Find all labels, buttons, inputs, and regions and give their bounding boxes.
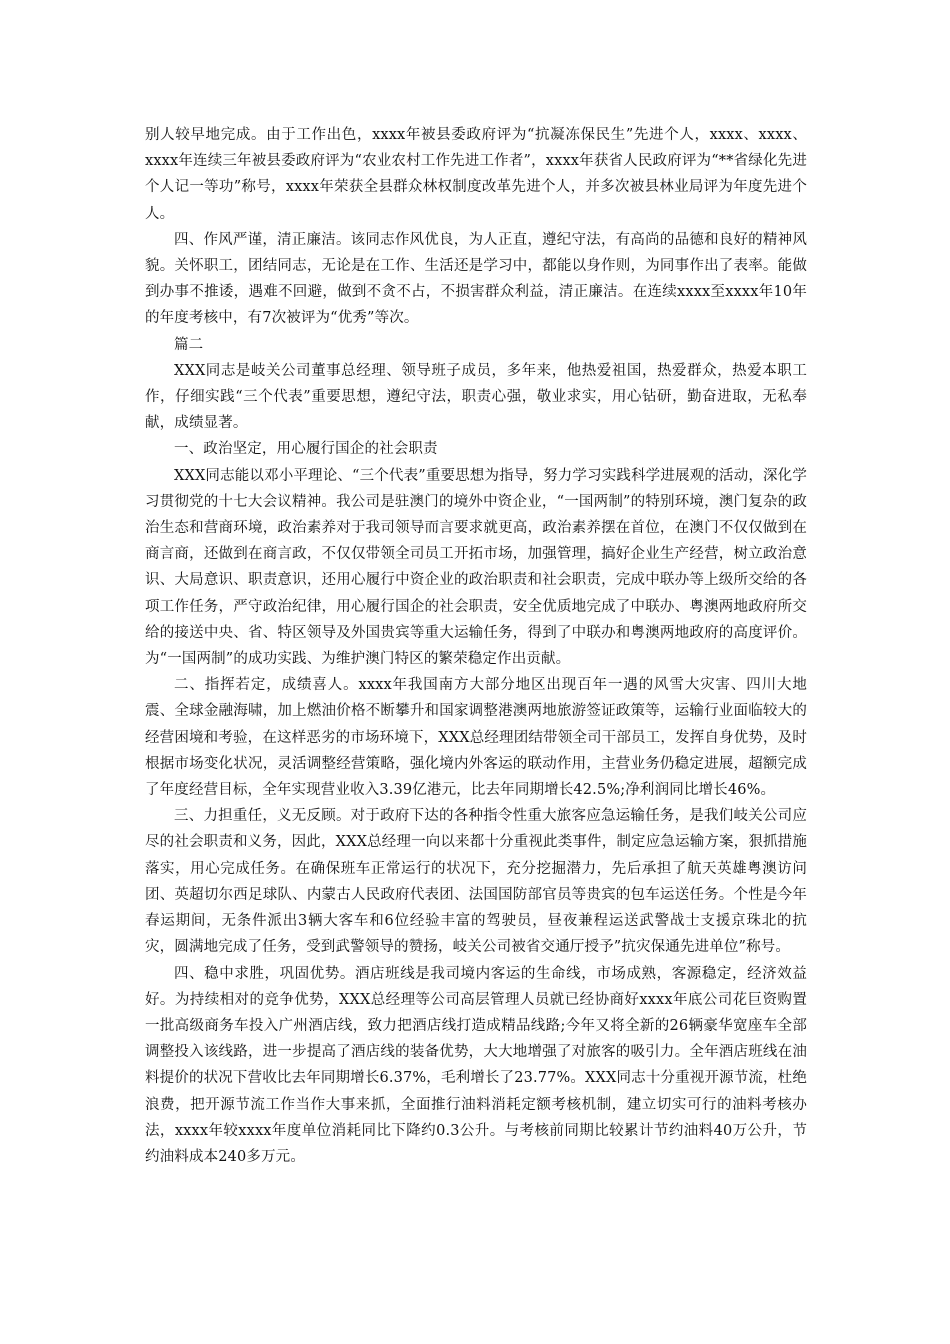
heading-section-one: 一、政治坚定，用心履行国企的社会职责	[174, 441, 438, 458]
paragraph-intro: XXX同志是岐关公司董事总经理、领导班子成员，多年来，他热爱祖国，热爱群众，热爱本职工作，仔细实践“三个代表”重要思想，遵纪守法，职责心强，敬业求实，用心钻研，勤奋进取，无私奉献，成绩显著。	[145, 362, 807, 432]
heading-part-two: 篇二	[174, 336, 204, 353]
paragraph-section-three: 三、力担重任，义无反顾。对于政府下达的各种指令性重大旅客应急运输任务，是我们岐关公司应尽的社会职责和义务，因此，XXX总经理一向以来都十分重视此类事件，制定应急运输方案，狠抓措施落实，用心完成任务。在确保班车正常运行的状况下，充分挖掘潜力，先后承担了航天英雄粤澳访问团、英超切尔西足球队、内蒙古人民政府代表团、法国国防部官员等贵宾的包车运送任务。个性是今年春运期间，无条件派出3辆大客车和6位经验丰富的驾驶员，昼夜兼程运送武警战士支援京珠北的抗灾，圆满地完成了任务，受到武警领导的赞扬，岐关公司被省交通厅授予”抗灾保通先进单位”称号。	[145, 808, 807, 956]
paragraph-continuation: 别人较早地完成。由于工作出色，xxxx年被县委政府评为“抗凝冻保民生”先进个人，xxxx、xxxx、xxxx年连续三年被县委政府评为“农业农村工作先进工作者”，xxxx年获省人民政府评为“**省绿化先进个人记一等功”称号，xxxx年荣获全县群众林权制度改革先进个人，并多次被县林业局评为年度先进个人。	[145, 127, 807, 222]
paragraph-section-four: 四、稳中求胜，巩固优势。酒店班线是我司境内客运的生命线，市场成熟，客源稳定，经济效益好。为持续相对的竞争优势，XXX总经理等公司高层管理人员就已经协商好xxxx年底公司花巨资购置一批高级商务车投入广州酒店线，致力把酒店线打造成精品线路;今年又将全新的26辆豪华宽座车全部调整投入该线路，进一步提高了酒店线的装备优势，大大地增强了对旅客的吸引力。全年酒店班线在油料提价的状况下营收比去年同期增长6.37%，毛利增长了23.77%。XXX同志十分重视开源节流，杜绝浪费，把开源节流工作当作大事来抓，全面推行油料消耗定额考核机制，建立切实可行的油料考核办法，xxxx年较xxxx年度单位消耗同比下降约0.3公升。与考核前同期比较累计节约油料40万公升，节约油料成本240多万元。	[145, 965, 807, 1165]
paragraph-section-two: 二、指挥若定，成绩喜人。xxxx年我国南方大部分地区出现百年一遇的风雪大灾害、四川大地震、全球金融海啸，加上燃油价格不断攀升和国家调整港澳两地旅游签证政策等，运输行业面临较大的经营困境和考验，在这样恶劣的市场环境下，XXX总经理团结带领全司干部员工，发挥自身优势，及时根据市场变化状况，灵活调整经营策略，强化境内外客运的联动作用，主营业务仍稳定进展，超额完成了年度经营目标，全年实现营业收入3.39亿港元，比去年同期增长42.5%;净利润同比增长46%。	[145, 677, 807, 799]
paragraph-section-four-integrity: 四、作风严谨，清正廉洁。该同志作风优良，为人正直，遵纪守法，有高尚的品德和良好的精神风貌。关怀职工，团结同志，无论是在工作、生活还是学习中，都能以身作则，为同事作出了表率。能做到办事不推诿，遇难不回避，做到不贪不占，不损害群众利益，清正廉洁。在连续xxxx至xxxx年10年的年度考核中，有7次被评为“优秀”等次。	[145, 231, 807, 327]
document-body	[145, 122, 807, 1170]
paragraph-section-one-body: XXX同志能以邓小平理论、“三个代表”重要思想为指导，努力学习实践科学进展观的活动，深化学习贯彻党的十七大会议精神。我公司是驻澳门的境外中资企业，“一国两制”的特别环境，澳门复杂的政治生态和营商环境，政治素养对于我司领导而言要求就更高，政治素养摆在首位，在澳门不仅仅做到在商言商，还做到在商言政，不仅仅带领全司员工开拓市场，加强管理，搞好企业生产经营，树立政治意识、大局意识、职责意识，还用心履行中资企业的政治职责和社会职责，完成中联办等上级所交给的各项工作任务，严守政治纪律，用心履行国企的社会职责，安全优质地完成了中联办、粤澳两地政府所交给的接送中央、省、特区领导及外国贵宾等重大运输任务，得到了中联办和粤澳两地政府的高度评价。为“一国两制”的成功实践、为维护澳门特区的繁荣稳定作出贡献。	[145, 467, 807, 668]
